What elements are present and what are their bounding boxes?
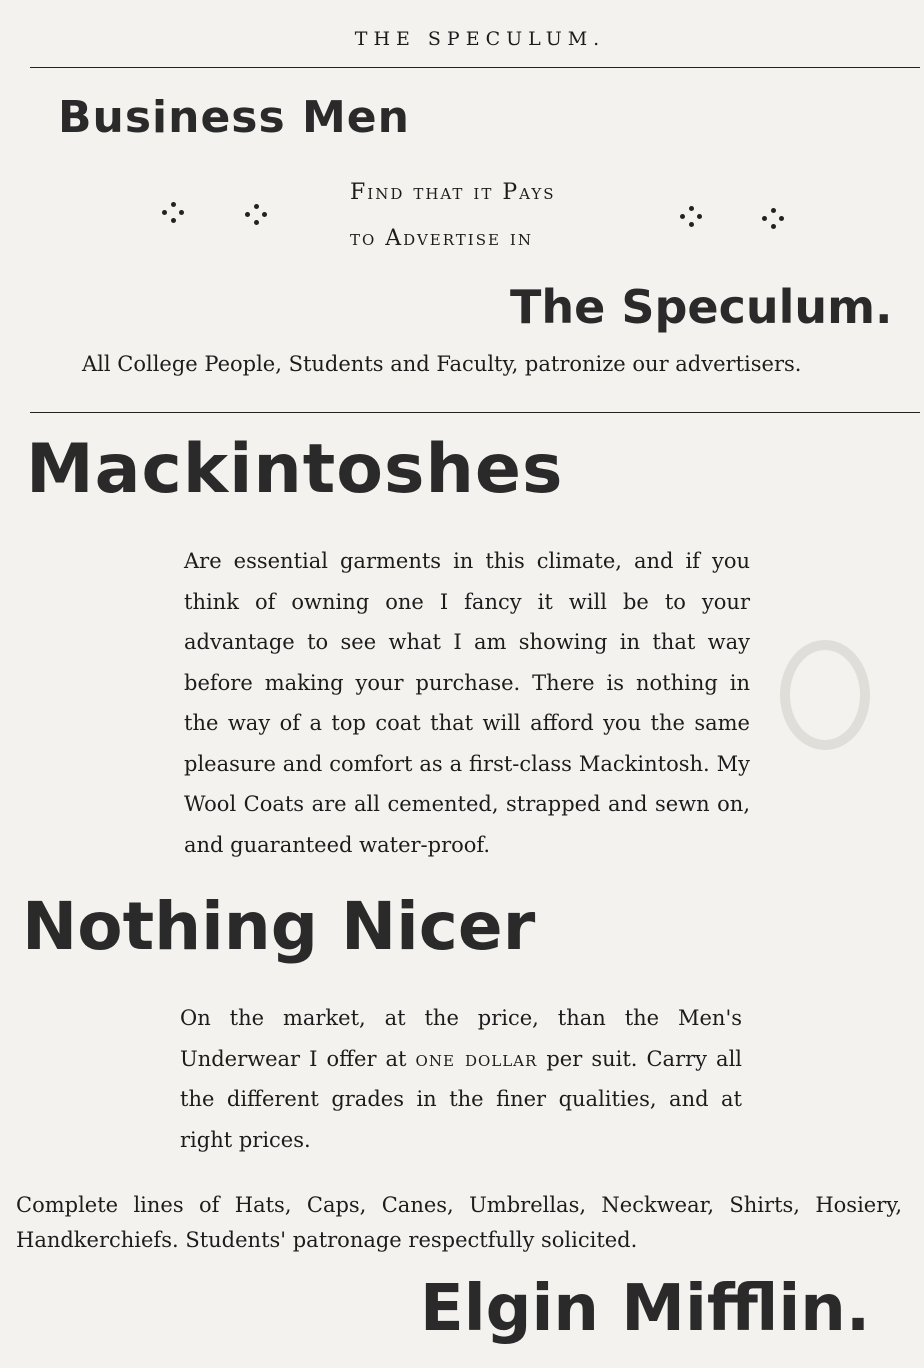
- dot-ornament-icon: [245, 204, 269, 228]
- underwear-body: [180, 998, 742, 1160]
- speculum-title: The Speculum.: [510, 280, 893, 334]
- mid-rule: [30, 412, 920, 413]
- top-rule: [30, 67, 920, 68]
- bleed-through-mark: [780, 640, 870, 750]
- mackintoshes-body: Are essential garments in this climate, and if you think of owning one I fancy it will be to your advantage to see what I am showing in that way before making your purchase. There is nothing in the way of a top coat that will afford you the same pleasure and comfort as a first-class Mackintosh. My Wool Coats are all cemented, strapped and sewn on, and guaranteed water-proof.: [184, 549, 750, 857]
- elgin-mifflin-signature: Elgin Mifflin.: [420, 1272, 871, 1346]
- dot-ornament-icon: [762, 208, 786, 232]
- mackintoshes-headline: Mackintoshes: [26, 430, 564, 509]
- running-head: THE SPECULUM.: [354, 28, 606, 50]
- closing-lines: Complete lines of Hats, Caps, Canes, Umbrellas, Neckwear, Shirts, Hosiery, Handkerchiefs. Students' patronage respectfully solicited.: [16, 1193, 902, 1252]
- business-men-headline: Business Men: [58, 92, 410, 143]
- find-that-it-pays: Find that it Pays: [350, 180, 556, 205]
- underwear-body-end: per suit. Carry all the different grades in the finer qualities, and at right prices.: [180, 1046, 743, 1152]
- tagline: All College People, Students and Faculty, patronize our advertisers.: [82, 352, 802, 376]
- dot-ornament-icon: [680, 206, 704, 230]
- to-advertise-in: to Advertise in: [350, 226, 533, 251]
- underwear-body-start: On the market, at the price, than the Men's Underwear I offer at: [180, 1006, 742, 1071]
- one-dollar-emphasis: one dollar: [415, 1046, 538, 1071]
- nothing-nicer-headline: Nothing Nicer: [22, 888, 536, 965]
- dot-ornament-icon: [162, 202, 186, 226]
